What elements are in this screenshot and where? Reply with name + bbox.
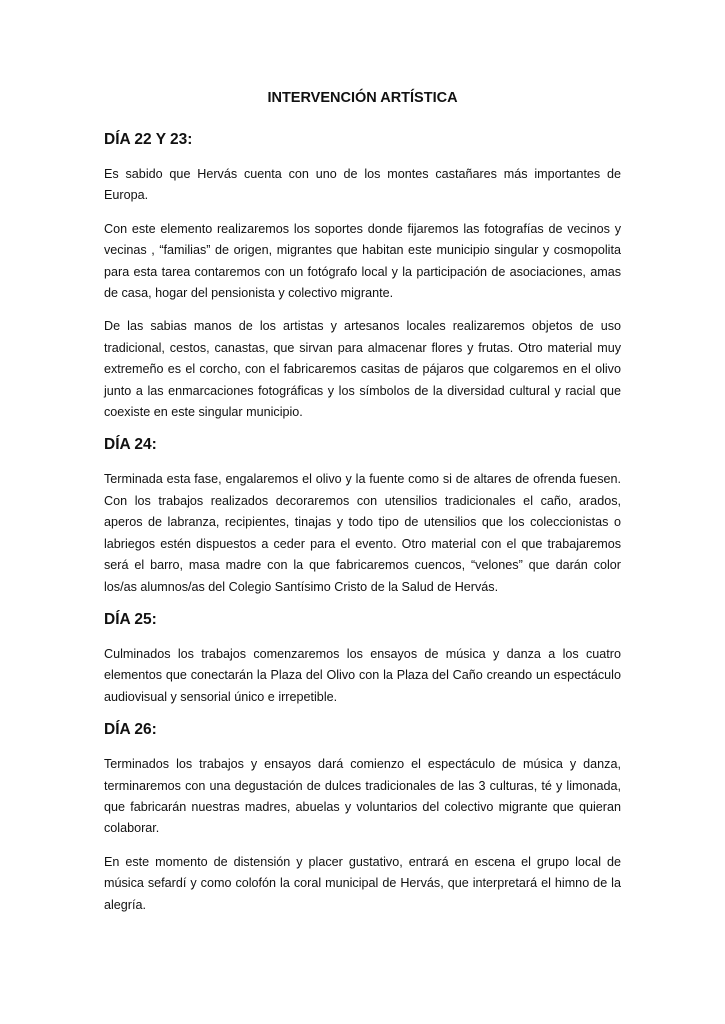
section-dia-26 [104, 720, 621, 916]
paragraph: En este momento de distensión y placer gustativo, entrará en escena el grupo local de música sefardí y como colofón la coral municipal de Hervás, que interpretará el himno de la alegría. [104, 854, 621, 912]
paragraph: De las sabias manos de los artistas y artesanos locales realizaremos objetos de uso tradicional, cestos, canastas, que sirvan para almacenar flores y frutas. Otro material muy extremeño es el corcho, con el fabricaremos casitas de pájaros que colgaremos en el olivo junto a las enmarcaciones fotográficas y los símbolos de la diversidad cultural y racial que coexiste en este singular municipio. [104, 319, 621, 420]
paragraph: Terminados los trabajos y ensayos dará comienzo el espectáculo de música y danza, terminaremos con una degustación de dulces tradicionales de las 3 culturas, té y limonada, que fabricarán nuestras madres, abuelas y voluntarios del colectivo migrante que quieran colaborar. [104, 757, 621, 836]
section-dia-25 [104, 610, 621, 708]
paragraph: Culminados los trabajos comenzaremos los ensayos de música y danza a los cuatro elementos que conectarán la Plaza del Olivo con la Plaza del Caño creando un espectáculo audiovisual y sensorial único e irrepetible. [104, 646, 621, 704]
section-heading: DÍA 26: [104, 721, 157, 739]
document-title: INTERVENCIÓN ARTÍSTICA [267, 90, 458, 106]
section-heading: DÍA 24: [104, 436, 157, 454]
paragraph: Con este elemento realizaremos los soportes donde fijaremos las fotografías de vecinos y vecinas , “familias” de origen, migrantes que habitan este municipio singular y cosmopolita para esta tarea contaremos con un fotógrafo local y la participación de asociaciones, amas de casa, hogar del pensionista y colectivo migrante. [104, 221, 621, 301]
section-dia-22-23 [104, 130, 621, 423]
document-content [104, 88, 621, 928]
section-dia-24 [104, 435, 621, 597]
section-heading: DÍA 22 Y 23: [104, 131, 193, 148]
paragraph: Es sabido que Hervás cuenta con uno de los montes castañares más importantes de Europa. [104, 167, 621, 203]
section-heading: DÍA 25: [104, 610, 157, 628]
paragraph: Terminada esta fase, engalaremos el olivo y la fuente como si de altares de ofrenda fuesen. Con los trabajos realizados decoraremos con utensilios tradicionales el caño, arados, aperos de labranza, recipientes, tinajas y todo tipo de utensilios que los coleccionistas o labriegos estén dispuestos a ceder para el evento. Otro material con el que trabajaremos será el barro, masa madre con la que fabricaremos cuencos, “velones” que darán color los/as alumnos/as del Colegio Santísimo Cristo de la Salud de Hervás. [104, 472, 621, 594]
